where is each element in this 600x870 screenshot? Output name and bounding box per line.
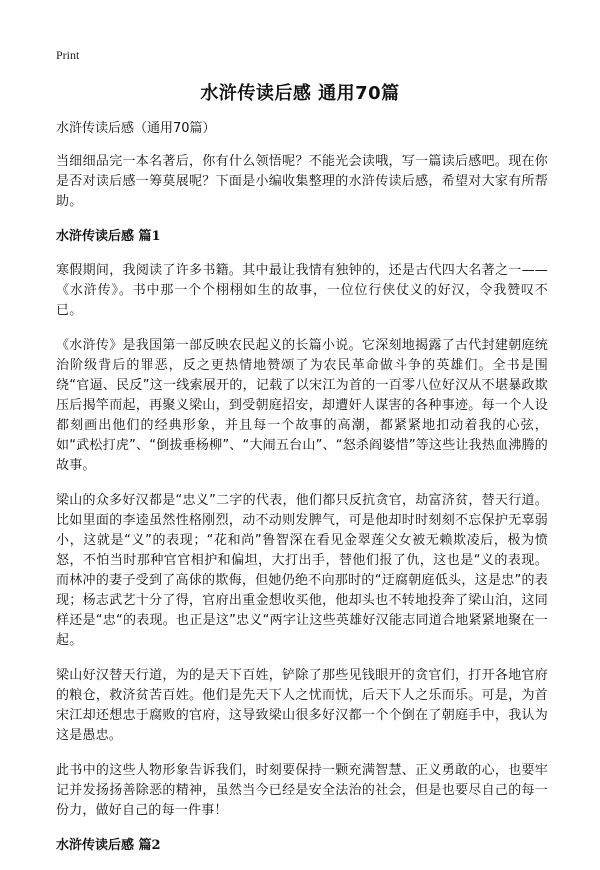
intro-paragraph: 当细细品完一本名著后，你有什么领悟呢？不能光会读哦，写一篇读后感吧。现在你是否对读后感一筹莫展呢？下面是小编收集整理的水浒传读后感，希望对大家有所帮助。 [56,154,548,209]
page-title: 水浒传读后感 通用70篇 [200,83,400,104]
print-link[interactable]: Print [56,48,80,62]
section-heading-1: 水浒传读后感 篇1 [56,229,161,244]
section-1-paragraph-1: 寒假期间，我阅读了许多书籍。其中最让我情有独钟的，还是古代四大名著之一——《水浒传》。书中那一个个栩栩如生的故事，一位位行侠仗义的好汉，令我赞叹不已。 [56,263,548,318]
section-heading-2: 水浒传读后感 篇2 [56,838,161,853]
article-body [56,119,548,870]
article-subtitle: 水浒传读后感（通用70篇） [56,121,216,136]
section-1-paragraph-4: 梁山好汉替天行道，为的是天下百姓，铲除了那些见钱眼开的贪官们，打开各地官府的粮仓，救济贫苦百姓。他们是先天下人之忧而忧，后天下人之乐而乐。可是，为首宋江却还想忠于腐败的官府，这导致梁山很多好汉都一个个倒在了朝庭手中，我认为这是愚忠。 [56,668,548,743]
section-1-paragraph-2: 《水浒传》是我国第一部反映农民起义的长篇小说。它深刻地揭露了古代封建朝庭统治阶级背后的罪恶，反之更热情地赞颂了为农民革命做斗争的英雄们。全书是围绕“官逼、民反”这一线索展开的，记载了以宋江为首的一百零八位好汉从不堪暴政欺压后揭竿而起，再聚义梁山，到受朝庭招安，却遭奸人谋害的各种事迹。每一个人设都刻画出他们的经典形象，并且每一个故事的高潮，都紧紧地扣动着我的心弦，如“武松打虎”、“倒拔垂杨柳”、“大闹五台山”、“怒杀阎婆惜”等这些让我热血沸腾的故事。 [56,338,548,473]
section-1-paragraph-3: 梁山的众多好汉都是“忠义”二字的代表，他们都只反抗贪官，劫富济贫，替天行道。比如里面的李逵虽然性格刚烈，动不动则发脾气，可是他却时时刻刻不忘保护无辜弱小，这就是“义”的表现；“花和尚”鲁智深在看见金翠莲父女被无赖欺凌后，极为愤怒，不怕当时那种官官相护和偏坦，大打出手，替他们报了仇，这也是“义的表现。而林冲的妻子受到了高俅的欺侮，但她仍绝不向那时的“迂腐朝庭低头，这是忠”的表现；杨志武艺十分了得，官府出重金想收买他，他却头也不转地投奔了梁山泊，这同样还是“忠“的表现。也正是这”忠义“两字让这些英雄好汉能志同道合地紧紧地聚在一起。 [56,493,548,648]
section-1-paragraph-5: 此书中的这些人物形象告诉我们，时刻要保持一颗充满智慧、正义勇敢的心，也要牢记并发扬扬善除恶的精神，虽然当今已经是安全法治的社会，但是也要尽自己的每一份力，做好自己的每一件事！ [56,763,548,818]
